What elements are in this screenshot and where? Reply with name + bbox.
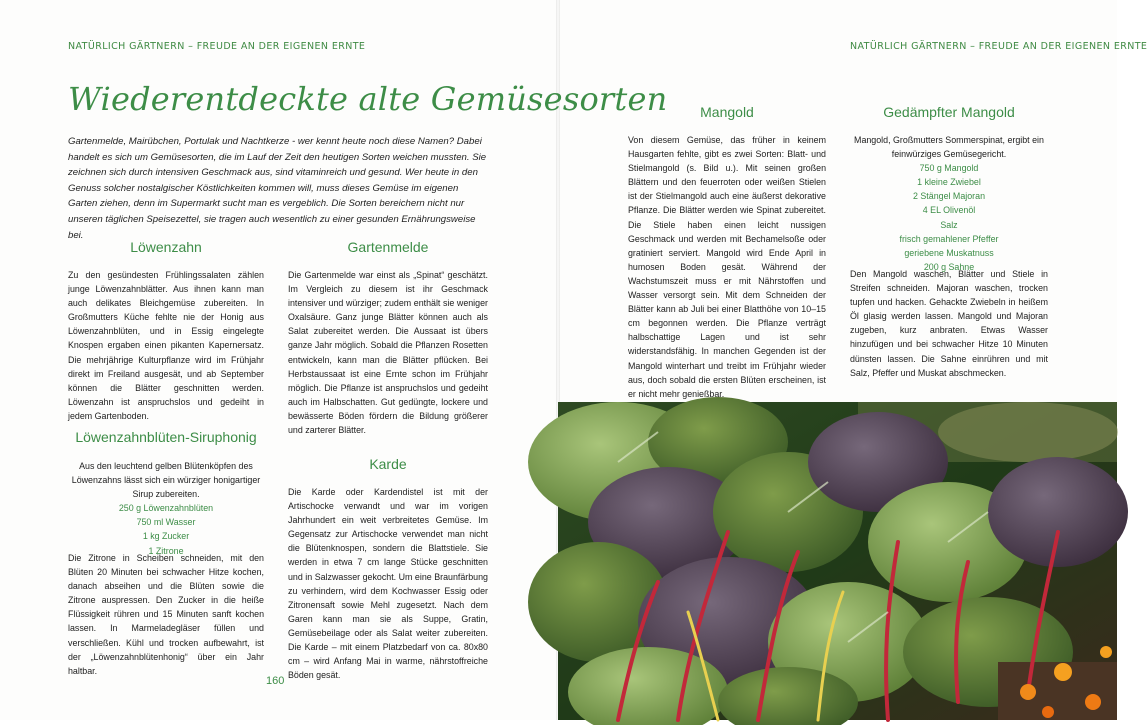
section-title-karde: Karde [369, 456, 407, 472]
section-title-loewenzahn: Löwenzahn [130, 239, 202, 255]
section-text-mangold: Von diesem Gemüse, das früher in keinem Hausgarten fehlte, gibt es zwei Sorten: Blatt- und Stielmangold (s. Bild u.). Mit seinen großen Blättern und den feuerroten oder weißen Stielen ist der Stielmangold auch eine äußerst dekorative Pflanze. Die Blätter werden wie Spinat zubereitet. Die Stiele haben einen leicht nussigen Geschmack und werden mit Bechamelsoße oder gratiniert serviert. Mangold wird Ende April in humosen Boden gesät. Während der Wachstumszeit muss er mit Nährstoffen und Wasser versorgt sein. Mit dem Schneiden der Blätter kann ab Juli bei einer Blatthöhe von 10–15 cm begonnen werden. Die Pflanze verträgt halbschattige Lagen und ist sehr widerstandsfähig. In manchen Gegenden ist der Mangold winterhart und treibt im Frühjahr wieder aus, doch sobald die ersten Blüten erscheinen, ist er nicht mehr genießbar. [628, 135, 826, 399]
section-title-sirup: Löwenzahnblüten-Siruphonig [75, 429, 257, 445]
section-text-gedaempft: Den Mangold waschen, Blätter und Stiele in Streifen schneiden. Majoran waschen, trocken tupfen und hacken. Gehackte Zwiebeln in heißem Öl glasig werden lassen. Mangold und Majoran zugeben, kurz anbraten. Etwas Wasser hinzufügen und bei schwacher Hitze 10 Minuten dünsten lassen. Die Sahne einrühren und mit Salz, Pfeffer und Muskat abschmecken. [850, 269, 1048, 378]
running-header-right: NATÜRLICH GÄRTNERN – FREUDE AN DER EIGENEN ERNTE [850, 41, 1147, 52]
section-text-gartenmelde: Die Gartenmelde war einst als „Spinat“ geschätzt. Im Vergleich zu diesem ist ihr Geschmack intensiver und würziger; zudem enthält sie weniger Oxalsäure. Ganz junge Blätter können auch als Salat zubereitet werden. Die Aussaat ist übers ganze Jahr möglich. Sobald die Pflanzen Rosetten entwickeln, kann man die Blätter pflücken. Bei Herbstaussaat ist eine Ernte schon im Frühjahr möglich. Die Pflanze ist anspruchslos und gedeiht auch im Halbschatten. Gut gedüngte, lockere und bewässerte Böden fördern die Bildung größerer und zarterer Blätter. [288, 270, 488, 436]
section-text-karde: Die Karde oder Kardendistel ist mit der Artischocke verwandt und war im vorigen Jahrhundert ein weit verbreitetes Gemüse. Im Gegensatz zur Artischocke verwendet man nicht die Blütenknospen, sondern die Blattstiele. Sie werden in etwa 7 cm lange Stücke geschnitten und in Salzwasser gekocht. Um eine Braunfärbung zu verhindern, wird dem Kochwasser Essig oder Zitronensaft sowie Mehl zugesetzt. Nach dem Garen kann man sie als Suppe, Gratin, Gemüsebeilage oder als Salat weiter zubereiten. Die Karde – mit einem Platzbedarf von ca. 80x80 cm – wird Anfang Mai in warme, nährstoffreiche Böden gesät. [288, 487, 488, 681]
ingredient: 1 Zitrone [148, 545, 184, 556]
recipe-intro: Mangold, Großmutters Sommerspinat, ergibt ein feinwürziges Gemüsegericht. [854, 135, 1044, 160]
page-title: Wiederentdeckte alte Gemüsesorten [68, 80, 668, 118]
chard-photo [558, 402, 1117, 720]
ingredient: 750 ml Wasser [136, 517, 196, 528]
ingredient: 250 g Löwenzahnblüten [118, 503, 214, 514]
section-title-gartenmelde: Gartenmelde [347, 239, 429, 255]
page-number: 160 [266, 675, 285, 687]
ingredient: 2 Stängel Majoran [912, 191, 986, 202]
section-title-mangold: Mangold [700, 104, 754, 120]
intro-paragraph: Gartenmelde, Mairübchen, Portulak und Nachtkerze - wer kennt heute noch diese Namen? Dabei handelt es sich um Gemüsesorten, die im Lauf der Zeit den heutigen Sorten weichen mussten. Sie zeichnen sich durch intensiven Geschmack aus, sind vitaminreich und gesund. Wer heute in den Genuss solcher nostalgischer Köstlichkeiten kommen will, muss dieses Gemüse im eigenen Garten ziehen, denn im Supermarkt sucht man es vergeblich. Die Sorten bereichern nicht nur unseren täglichen Speisezettel, sie tragen auch wesentlich zu einer gesunden Ernährungsweise bei. [68, 136, 487, 241]
recipe-gedaempft [850, 133, 1048, 274]
ingredient: 1 kg Zucker [142, 531, 190, 542]
running-header-left: NATÜRLICH GÄRTNERN – FREUDE AN DER EIGENEN ERNTE [68, 41, 366, 52]
ingredient: 4 EL Olivenöl [922, 205, 976, 216]
section-title-gedaempft: Gedämpfter Mangold [883, 104, 1015, 120]
ingredient: 750 g Mangold [919, 163, 979, 174]
ingredient: Salz [940, 219, 958, 230]
recipe-sirup [68, 459, 264, 558]
ingredient: 200 g Sahne [923, 261, 975, 272]
ingredient: frisch gemahlener Pfeffer [899, 233, 999, 244]
section-text-sirup: Die Zitrone in Scheiben schneiden, mit den Blüten 20 Minuten bei schwacher Hitze kochen, danach abseihen und die Blüten sowie die Zitrone auspressen. Den Zucker in die heiße Flüssigkeit rühren und 15 Minuten sanft kochen lassen. In Marmeladegläser füllen und verschließen. Kühl und trocken aufbewahrt, ist der „Löwenzahnblütenhonig“ über ein Jahr haltbar. [68, 553, 264, 676]
recipe-intro: Aus den leuchtend gelben Blütenköpfen des Löwenzahns lässt sich ein würziger honigartiger Sirup zubereiten. [71, 461, 261, 500]
section-text-loewenzahn: Zu den gesündesten Frühlingssalaten zählen junge Löwenzahnblätter. Aus ihnen kann man auch delikates Bleichgemüse zubereiten. In Großmutters Küche fehlte nie der Honig aus Löwenzahnblüten, und in Essig eingelegte Knospen ergaben einen pikanten Kapernersatz. Die mehrjährige Kulturpflanze wird im Frühjahr direkt im Freiland ausgesät, und ab September können die Blätter geschnitten werden. Löwenzahn ist anspruchslos und gedeiht in jedem Gartenboden. [68, 270, 264, 421]
ingredient: 1 kleine Zwiebel [917, 177, 981, 188]
ingredient: geriebene Muskatnuss [904, 247, 994, 258]
